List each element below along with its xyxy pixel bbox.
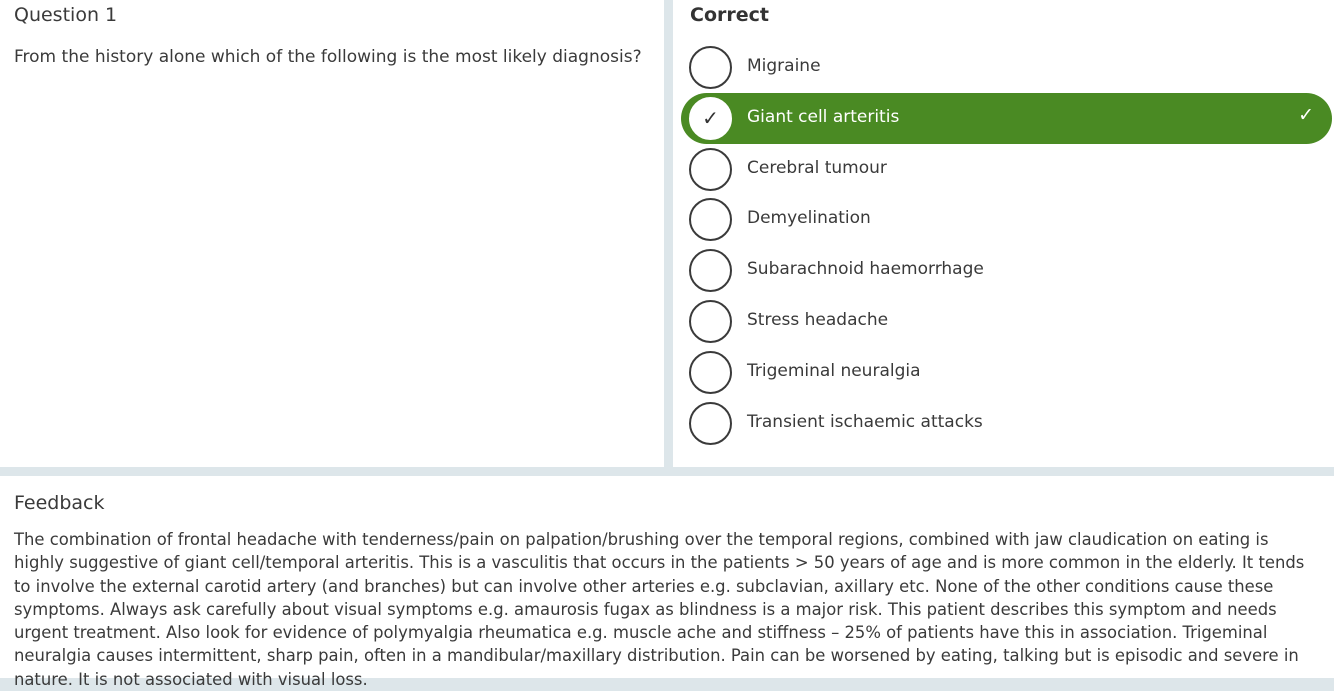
answer-options-list (673, 42, 1334, 448)
question-text: From the history alone which of the following is the most likely diagnosis? (14, 47, 642, 67)
option-cerebral-tumour[interactable] (673, 144, 1334, 195)
option-label: Transient ischaemic attacks (747, 411, 983, 432)
radio-button[interactable] (689, 402, 732, 445)
radio-button[interactable] (689, 46, 732, 89)
option-stress-headache[interactable] (673, 296, 1334, 347)
option-demyelination[interactable] (673, 194, 1334, 245)
radio-button[interactable] (689, 198, 732, 241)
option-label: Migraine (747, 56, 821, 76)
radio-button[interactable] (689, 300, 732, 343)
option-subarachnoid-haemorrhage[interactable] (673, 245, 1334, 296)
feedback-text: The combination of frontal headache with tenderness/pain on palpation/brushing over the temporal regions, combined with jaw claudication on eating is highly suggestive of giant cell/temporal arteritis. This is a vasculitis that occurs in the patients > 50 years of age and is more common in the elderly. It tends to involve the external carotid artery (and branches) but can involve other arteries e.g. subclavian, axillary etc. None of the other conditions cause these symptoms. Always ask carefully about visual symptoms e.g. amaurosis fugax as blindness is a major risk. This patient describes this symptom and needs urgent treatment. Also look for evidence of polymyalgia rheumatica e.g. muscle ache and stiffness – 25% of patients have this in association. Trigeminal neuralgia causes intermittent, sharp pain, often in a mandibular/maxillary distribution. Pain can be worsened by eating, talking but is episodic and severe in nature. It is not associated with visual loss. (14, 530, 1305, 689)
option-label: Stress headache (747, 309, 889, 330)
radio-button[interactable] (689, 249, 732, 292)
option-label: Cerebral tumour (747, 157, 887, 178)
option-label: Trigeminal neuralgia (747, 360, 921, 381)
question-panel (0, 0, 664, 467)
feedback-panel (0, 476, 1334, 689)
feedback-title: Feedback (14, 492, 105, 514)
answers-panel (673, 0, 1334, 467)
radio-button[interactable] (689, 351, 732, 394)
question-title: Question 1 (14, 4, 118, 26)
option-trigeminal-neuralgia[interactable] (673, 347, 1334, 398)
option-label: Demyelination (747, 208, 871, 229)
option-transient-ischaemic-attacks[interactable] (673, 398, 1334, 449)
radio-button[interactable] (689, 148, 732, 191)
option-label: Subarachnoid haemorrhage (747, 259, 984, 280)
check-icon: ✓ (1298, 103, 1314, 126)
option-label: Giant cell arteritis (747, 106, 900, 127)
option-giant-cell-arteritis[interactable] (673, 93, 1334, 144)
option-migraine[interactable] (673, 42, 1334, 93)
radio-button-checked[interactable] (689, 97, 732, 140)
check-icon: ✓ (702, 106, 719, 131)
answer-status: Correct (690, 4, 769, 26)
